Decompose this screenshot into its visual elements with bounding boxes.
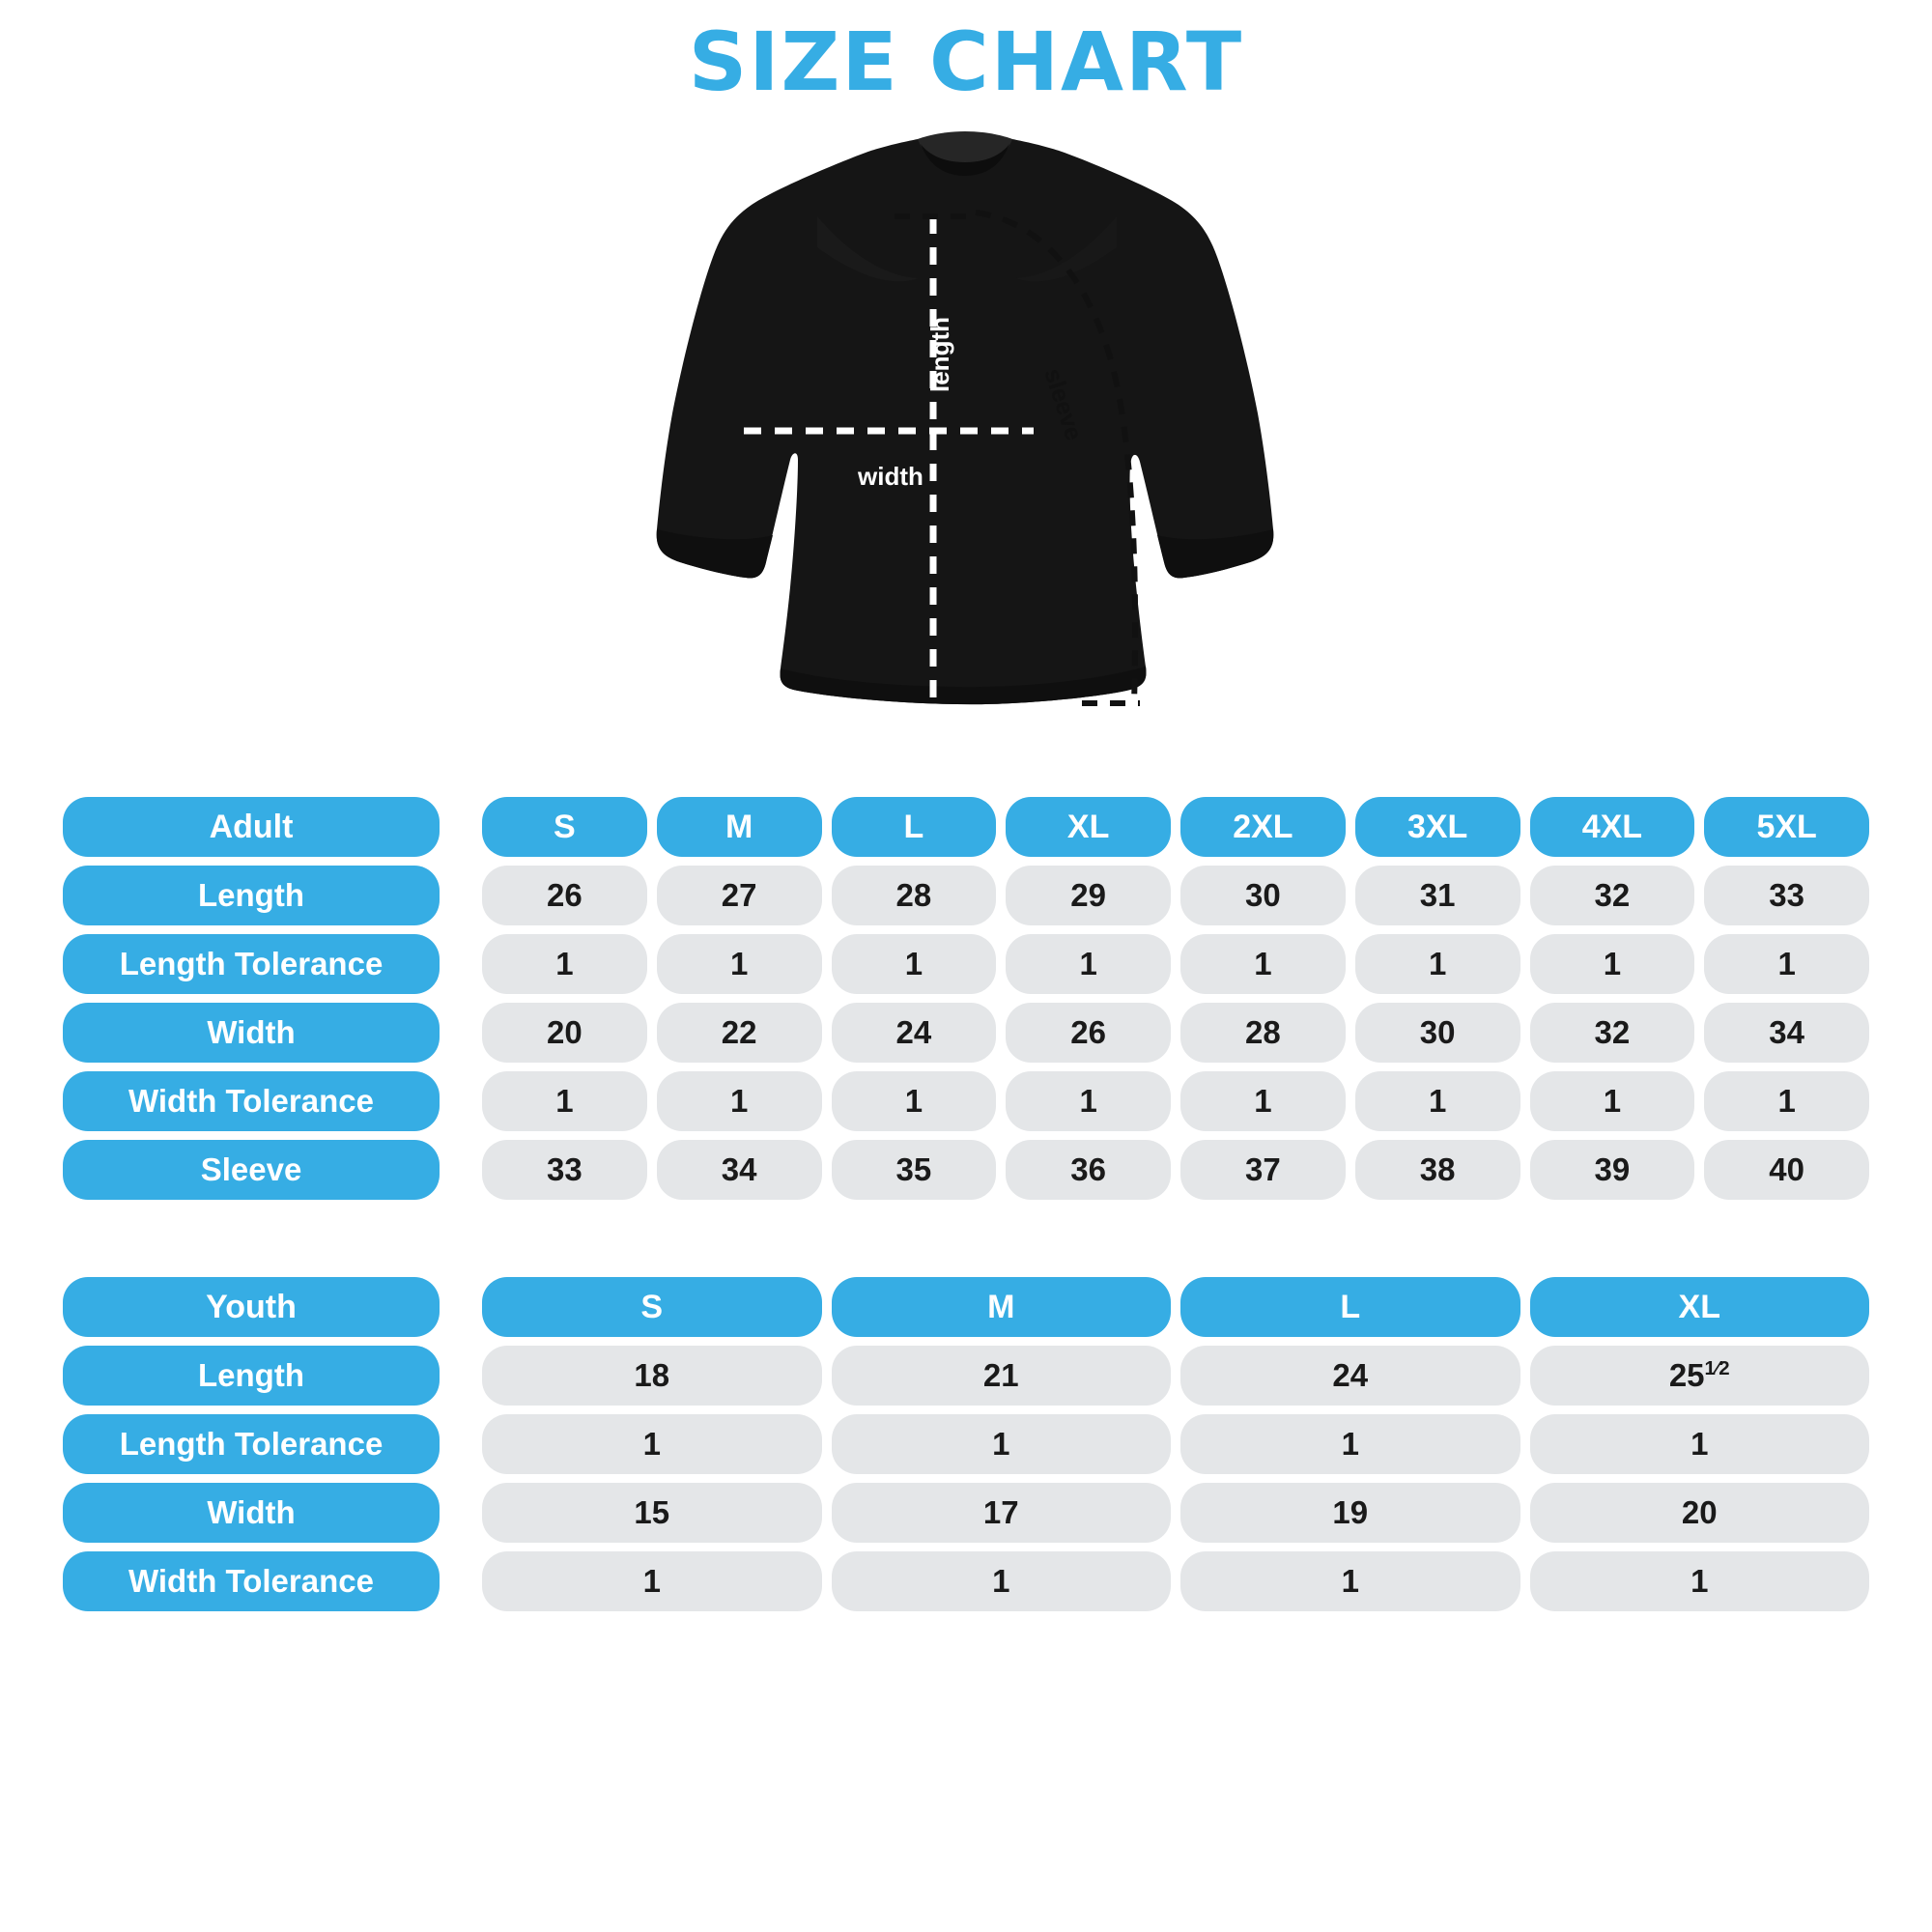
table-header-row xyxy=(63,797,1869,857)
sweatshirt-icon xyxy=(628,112,1304,769)
table-row xyxy=(63,1346,1869,1406)
youth-length-m: 21 xyxy=(832,1346,1172,1406)
youth-size-xl: XL xyxy=(1530,1277,1870,1337)
adult-length-tol-s: 1 xyxy=(482,934,647,994)
adult-sleeve-3xl: 38 xyxy=(1355,1140,1520,1200)
table-spacer xyxy=(53,1208,1879,1268)
adult-width-tol-m: 1 xyxy=(657,1071,822,1131)
adult-sleeve-l: 35 xyxy=(832,1140,997,1200)
adult-sleeve-xl: 36 xyxy=(1006,1140,1171,1200)
adult-size-4xl: 4XL xyxy=(1530,797,1695,857)
adult-width-tol-4xl: 1 xyxy=(1530,1071,1695,1131)
adult-row-label-length-tolerance: Length Tolerance xyxy=(63,934,440,994)
adult-size-s: S xyxy=(482,797,647,857)
table-row xyxy=(63,1414,1869,1474)
adult-row-label-width-tolerance: Width Tolerance xyxy=(63,1071,440,1131)
adult-width-s: 20 xyxy=(482,1003,647,1063)
adult-size-3xl: 3XL xyxy=(1355,797,1520,857)
adult-width-2xl: 28 xyxy=(1180,1003,1346,1063)
youth-width-m: 17 xyxy=(832,1483,1172,1543)
adult-width-l: 24 xyxy=(832,1003,997,1063)
adult-length-m: 27 xyxy=(657,866,822,925)
adult-size-table xyxy=(53,788,1879,1208)
adult-width-tol-l: 1 xyxy=(832,1071,997,1131)
adult-width-tol-3xl: 1 xyxy=(1355,1071,1520,1131)
youth-width-xl: 20 xyxy=(1530,1483,1870,1543)
youth-row-label-length-tolerance: Length Tolerance xyxy=(63,1414,440,1474)
youth-width-tol-l: 1 xyxy=(1180,1551,1520,1611)
garment-illustration xyxy=(53,112,1879,788)
table-row xyxy=(63,866,1869,925)
adult-size-m: M xyxy=(657,797,822,857)
adult-size-xl: XL xyxy=(1006,797,1171,857)
table-row xyxy=(63,1140,1869,1200)
table-row xyxy=(63,1003,1869,1063)
youth-width-s: 15 xyxy=(482,1483,822,1543)
adult-size-2xl: 2XL xyxy=(1180,797,1346,857)
adult-width-tol-xl: 1 xyxy=(1006,1071,1171,1131)
youth-length-xl: $25^{1⁄2}$ xyxy=(1530,1346,1870,1406)
adult-size-l: L xyxy=(832,797,997,857)
youth-length-tol-l: 1 xyxy=(1180,1414,1520,1474)
adult-length-tol-5xl: 1 xyxy=(1704,934,1869,994)
table-row xyxy=(63,1071,1869,1131)
adult-length-tol-m: 1 xyxy=(657,934,822,994)
label-sleeve: sleeve xyxy=(1038,365,1088,444)
adult-length-tol-4xl: 1 xyxy=(1530,934,1695,994)
youth-length-tol-s: 1 xyxy=(482,1414,822,1474)
youth-width-l: 19 xyxy=(1180,1483,1520,1543)
adult-length-2xl: 30 xyxy=(1180,866,1346,925)
adult-length-tol-l: 1 xyxy=(832,934,997,994)
label-width: width xyxy=(858,462,923,491)
table-row xyxy=(63,1483,1869,1543)
table-row xyxy=(63,1551,1869,1611)
adult-length-l: 28 xyxy=(832,866,997,925)
adult-sleeve-4xl: 39 xyxy=(1530,1140,1695,1200)
adult-width-tol-2xl: 1 xyxy=(1180,1071,1346,1131)
adult-length-tol-2xl: 1 xyxy=(1180,934,1346,994)
adult-length-tol-xl: 1 xyxy=(1006,934,1171,994)
youth-width-tol-s: 1 xyxy=(482,1551,822,1611)
adult-size-5xl: 5XL xyxy=(1704,797,1869,857)
youth-length-tol-xl: 1 xyxy=(1530,1414,1870,1474)
adult-width-m: 22 xyxy=(657,1003,822,1063)
adult-length-s: 26 xyxy=(482,866,647,925)
adult-width-tol-s: 1 xyxy=(482,1071,647,1131)
youth-size-m: M xyxy=(832,1277,1172,1337)
youth-size-l: L xyxy=(1180,1277,1520,1337)
youth-row-label-length: Length xyxy=(63,1346,440,1406)
youth-row-label-width: Width xyxy=(63,1483,440,1543)
adult-sleeve-m: 34 xyxy=(657,1140,822,1200)
adult-width-5xl: 34 xyxy=(1704,1003,1869,1063)
adult-row-label-width: Width xyxy=(63,1003,440,1063)
youth-size-table xyxy=(53,1268,1879,1620)
youth-size-s: S xyxy=(482,1277,822,1337)
youth-length-s: 18 xyxy=(482,1346,822,1406)
youth-header-label: Youth xyxy=(63,1277,440,1337)
adult-length-3xl: 31 xyxy=(1355,866,1520,925)
adult-header-label: Adult xyxy=(63,797,440,857)
adult-width-xl: 26 xyxy=(1006,1003,1171,1063)
adult-sleeve-s: 33 xyxy=(482,1140,647,1200)
youth-width-tol-m: 1 xyxy=(832,1551,1172,1611)
adult-width-4xl: 32 xyxy=(1530,1003,1695,1063)
adult-length-5xl: 33 xyxy=(1704,866,1869,925)
adult-width-tol-5xl: 1 xyxy=(1704,1071,1869,1131)
adult-width-3xl: 30 xyxy=(1355,1003,1520,1063)
youth-length-tol-m: 1 xyxy=(832,1414,1172,1474)
adult-sleeve-5xl: 40 xyxy=(1704,1140,1869,1200)
table-row xyxy=(63,934,1869,994)
youth-length-l: 24 xyxy=(1180,1346,1520,1406)
adult-sleeve-2xl: 37 xyxy=(1180,1140,1346,1200)
adult-row-label-sleeve: Sleeve xyxy=(63,1140,440,1200)
adult-length-tol-3xl: 1 xyxy=(1355,934,1520,994)
label-length: length xyxy=(925,317,954,392)
youth-row-label-width-tolerance: Width Tolerance xyxy=(63,1551,440,1611)
adult-row-label-length: Length xyxy=(63,866,440,925)
adult-length-xl: 29 xyxy=(1006,866,1171,925)
youth-width-tol-xl: 1 xyxy=(1530,1551,1870,1611)
page-title: SIZE CHART xyxy=(688,14,1244,109)
adult-length-4xl: 32 xyxy=(1530,866,1695,925)
table-header-row xyxy=(63,1277,1869,1337)
